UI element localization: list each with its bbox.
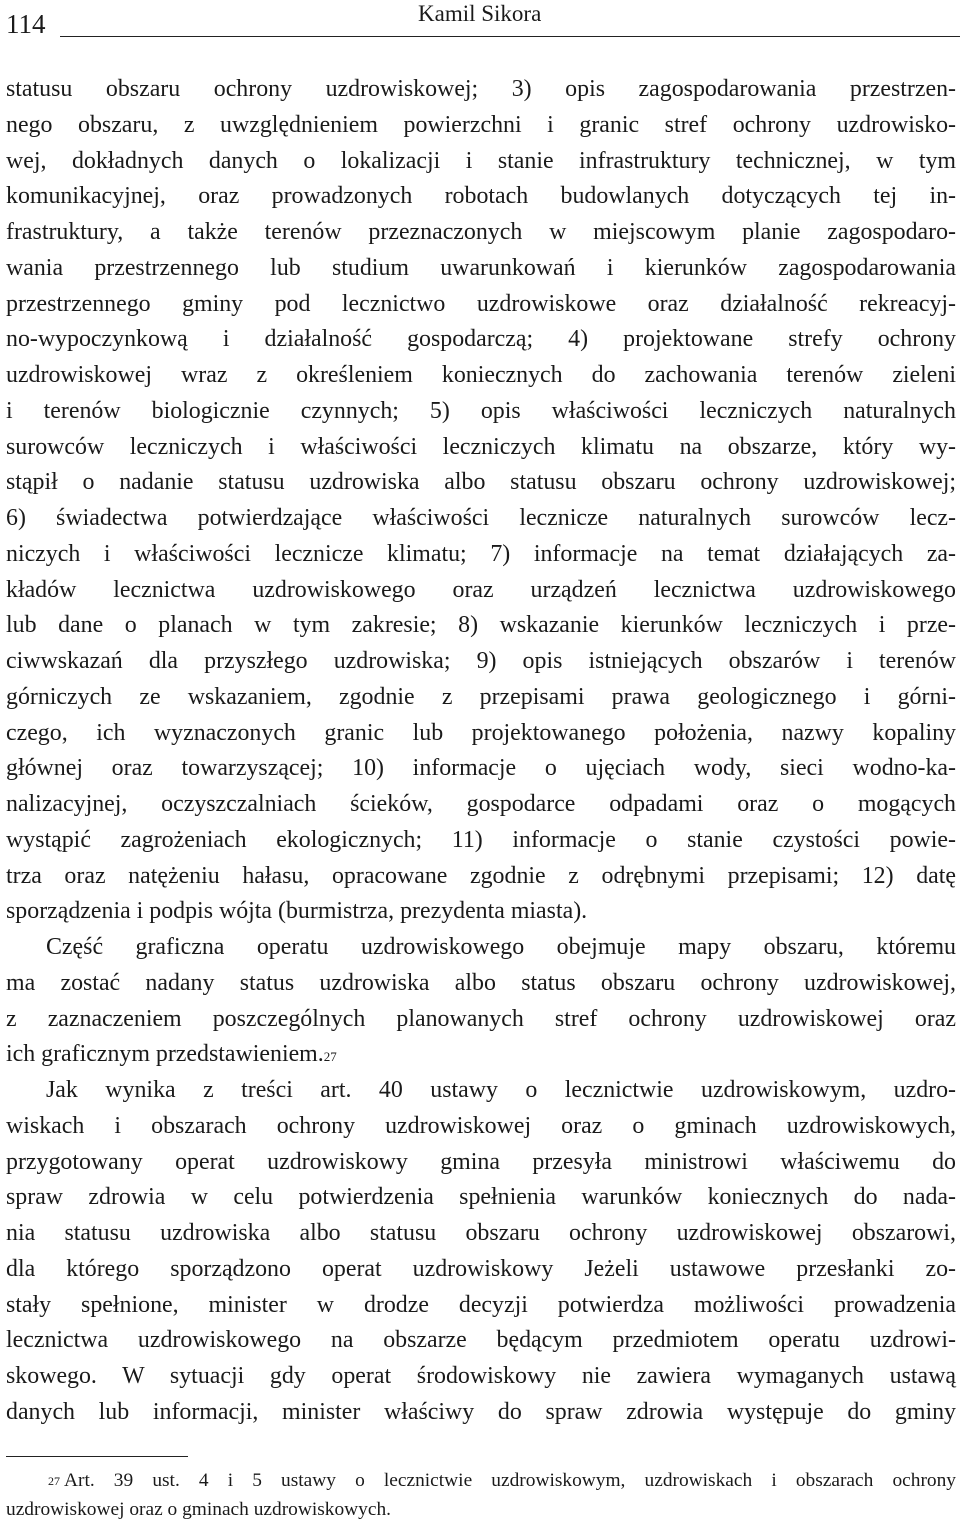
- footnote: [6, 1466, 956, 1524]
- body-text: [6, 72, 956, 1431]
- text-line: wej, dokładnych danych o lokalizacji i stanie infrastruktury technicznej, w tym: [6, 147, 956, 174]
- text-line: nalizacyjnej, oczyszczalniach ścieków, gospodarce odpadami oraz o mogących: [6, 791, 956, 817]
- text-line: wystąpić zagrożeniach ekologicznych; 11) informacje o stanie czystości powie-: [6, 826, 956, 853]
- text-line: ciwwskazań dla przyszłego uzdrowiska; 9) opis istniejących obszarów i terenów: [6, 648, 956, 674]
- text-line: skowego. W sytuacji gdy operat środowiskowy nie zawiera wymaganych ustawą: [6, 1363, 956, 1389]
- text-line: [6, 1037, 956, 1073]
- text-line: lecznictwa uzdrowiskowego na obszarze będącym przedmiotem operatu uzdrowi-: [6, 1327, 956, 1354]
- footnote-rule: [6, 1456, 188, 1457]
- text-line: z zaznaczeniem poszczególnych planowanych stref ochrony uzdrowiskowej oraz: [6, 1005, 956, 1032]
- text-line: statusu obszaru ochrony uzdrowiskowej; 3) opis zagospodarowania przestrzen-: [6, 76, 956, 102]
- text-line: przygotowany operat uzdrowiskowy gmina przesyła ministrowi właściwemu do: [6, 1148, 956, 1175]
- footnote-reference[interactable]: 27: [323, 1049, 337, 1065]
- text-line: i terenów biologicznie czynnych; 5) opis właściwości leczniczych naturalnych: [6, 397, 956, 424]
- text-line: danych lub informacji, minister właściwy do spraw zdrowia występuje do gminy: [6, 1398, 956, 1425]
- text-line-content: ich graficznym przedstawieniem.: [6, 1041, 324, 1068]
- paragraph: [6, 72, 956, 930]
- text-line: surowców leczniczych i właściwości leczniczych klimatu na obszarze, który wy-: [6, 433, 956, 460]
- text-line: trza oraz natężeniu hałasu, opracowane zgodnie z odrębnymi przepisami; 12) datę: [6, 862, 956, 889]
- text-line: wiskach i obszarach ochrony uzdrowiskowej oraz o gminach uzdrowiskowych,: [6, 1112, 956, 1139]
- text-line: Jak wynika z treści art. 40 ustawy o lecznictwie uzdrowiskowym, uzdro-: [46, 1077, 956, 1103]
- text-line: sporządzenia i podpis wójta (burmistrza, prezydenta miasta).: [6, 898, 588, 925]
- text-line: wania przestrzennego lub studium uwarunkowań i kierunków zagospodarowania: [6, 254, 956, 281]
- text-line: nia statusu uzdrowiska albo statusu obszaru ochrony uzdrowiskowej obszarowi,: [6, 1220, 956, 1246]
- text-line: górniczych ze wskazaniem, zgodnie z przepisami prawa geologicznego i górni-: [6, 683, 956, 710]
- text-line: lub dane o planach w tym zakresie; 8) wskazanie kierunków leczniczych i prze-: [6, 612, 956, 639]
- text-line: komunikacyjnej, oraz prowadzonych robotach budowlanych dotyczących tej in-: [6, 183, 956, 210]
- text-line: niczych i właściwości lecznicze klimatu; 7) informacje na temat działających za-: [6, 540, 956, 567]
- footnote-text: Art. 39 ust. 4 i 5 ustawy o lecznictwie uzdrowiskowym, uzdrowiskach i obszarach ochrony: [64, 1470, 956, 1491]
- footnote-line: uzdrowiskowej oraz o gminach uzdrowiskowych.: [6, 1499, 392, 1520]
- header-rule: [60, 36, 960, 37]
- text-line: no-wypoczynkową i działalność gospodarczą; 4) projektowane strefy ochrony: [6, 326, 956, 353]
- paragraph: [6, 1073, 956, 1431]
- footnote-line: [6, 1466, 956, 1495]
- footnote-number: 27: [48, 1474, 60, 1488]
- paragraph: [6, 930, 956, 1073]
- text-line: nego obszaru, z uwzględnieniem powierzchni i granic stref ochrony uzdrowisko-: [6, 111, 956, 138]
- running-head: Kamil Sikora: [418, 1, 542, 26]
- text-line: uzdrowiskowej wraz z określeniem koniecznych do zachowania terenów zieleni: [6, 362, 956, 388]
- text-line: przestrzennego gminy pod lecznictwo uzdrowiskowe oraz działalność rekreacyj-: [6, 290, 956, 317]
- text-line: stąpił o nadanie statusu uzdrowiska albo statusu obszaru ochrony uzdrowiskowej;: [6, 469, 956, 496]
- text-line: czego, ich wyznaczonych granic lub projektowanego położenia, nazwy kopaliny: [6, 719, 956, 746]
- page-header: [0, 0, 960, 44]
- text-line: stały spełnione, minister w drodze decyzji potwierdza możliwości prowadzenia: [6, 1291, 956, 1318]
- text-line: spraw zdrowia w celu potwierdzenia spełnienia warunków koniecznych do nada-: [6, 1184, 956, 1211]
- text-line: dla którego sporządzono operat uzdrowiskowy Jeżeli ustawowe przesłanki zo-: [6, 1255, 956, 1282]
- text-line: Część graficzna operatu uzdrowiskowego obejmuje mapy obszaru, któremu: [46, 934, 956, 960]
- page-number: 114: [6, 9, 46, 39]
- text-line: ma zostać nadany status uzdrowiska albo status obszaru ochrony uzdrowiskowej,: [6, 969, 956, 996]
- text-line: kładów lecznictwa uzdrowiskowego oraz urządzeń lecznictwa uzdrowiskowego: [6, 576, 956, 603]
- text-line: 6) świadectwa potwierdzające właściwości lecznicze naturalnych surowców lecz-: [6, 505, 956, 531]
- text-line: głównej oraz towarzyszącej; 10) informacje o ujęciach wody, sieci wodno-ka-: [6, 755, 956, 782]
- text-line: frastruktury, a także terenów przeznaczonych w miejscowym planie zagospodaro-: [6, 219, 956, 245]
